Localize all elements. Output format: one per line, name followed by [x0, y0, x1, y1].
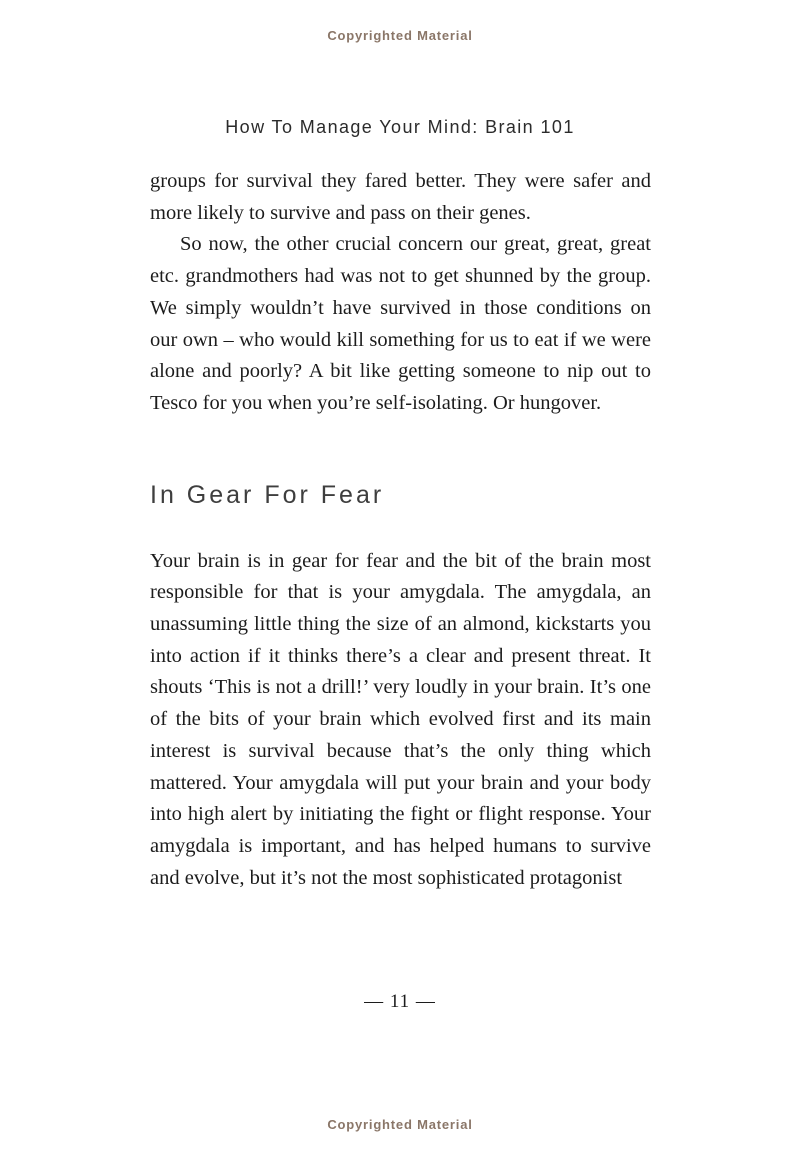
- copyright-notice-bottom: Copyrighted Material: [327, 1117, 473, 1132]
- page-number: — 11 —: [364, 991, 436, 1012]
- running-header: How To Manage Your Mind: Brain 101: [225, 117, 575, 137]
- body-paragraph: Your brain is in gear for fear and the bit of the brain most responsible for that is your amygdala. The amygdala, an unassuming little thing the size of an almond, kickstarts you into action if it thinks there’s a clear and present threat. It shouts ‘This is not a drill!’ very loudly in your brain. It’s one of the bits of your brain which evolved first and its main interest is survival because that’s the only thing which mattered. Your amygdala will put your brain and your body into high alert by initiating the fight or flight response. Your amygdala is important, and has helped humans to survive and evolve, but it’s not the most sophisticated protagonist: [150, 549, 651, 889]
- copyright-notice-top: Copyrighted Material: [327, 28, 473, 43]
- body-paragraph: So now, the other crucial concern our great, great, great etc. grandmothers had was not to get shunned by the group. We simply wouldn’t have survived in those conditions on our own – who would kill something for us to eat if we were alone and poorly? A bit like getting someone to nip out to Tesco for you when you’re self-isolating. Or hungover.: [150, 233, 651, 414]
- body-paragraph: groups for survival they fared better. They were safer and more likely to survive and pass on their genes.: [150, 170, 651, 224]
- text-block: [150, 166, 651, 894]
- section-heading: In Gear For Fear: [150, 480, 385, 509]
